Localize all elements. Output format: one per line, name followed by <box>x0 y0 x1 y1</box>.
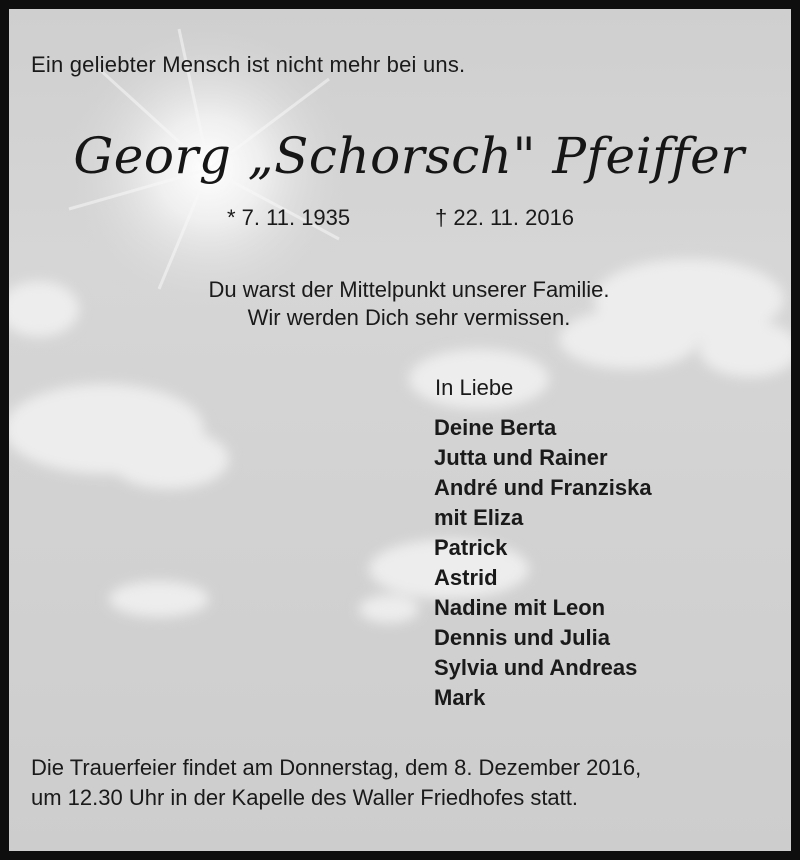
mourner-name: Sylvia und Andreas <box>434 655 638 680</box>
mourner-name: Astrid <box>434 565 498 590</box>
quote-line-2: Wir werden Dich sehr vermissen. <box>247 305 571 330</box>
death-date: † 22. 11. 2016 <box>435 205 575 230</box>
intro-text: Ein geliebter Mensch ist nicht mehr bei uns. <box>31 52 466 77</box>
mourner-name: André und Franziska <box>434 475 652 500</box>
in-love-label: In Liebe <box>435 375 514 400</box>
mourner-name: Dennis und Julia <box>434 625 611 650</box>
mourner-name: Nadine mit Leon <box>434 595 606 620</box>
mourner-name: Mark <box>434 685 486 710</box>
mourner-name: Jutta und Rainer <box>434 445 608 470</box>
deceased-name: Georg „Schorsch" Pfeiffer <box>73 127 745 185</box>
service-info-line-2: um 12.30 Uhr in der Kapelle des Waller Friedhofes statt. <box>31 785 579 810</box>
mourner-name: mit Eliza <box>434 505 524 530</box>
mourners-list <box>434 413 652 713</box>
birth-date: * 7. 11. 1935 <box>227 205 351 230</box>
quote-line-1: Du warst der Mittelpunkt unserer Familie. <box>208 277 610 302</box>
mourner-name: Deine Berta <box>434 415 557 440</box>
mourner-name: Patrick <box>434 535 508 560</box>
service-info-line-1: Die Trauerfeier findet am Donnerstag, dem 8. Dezember 2016, <box>31 755 642 780</box>
